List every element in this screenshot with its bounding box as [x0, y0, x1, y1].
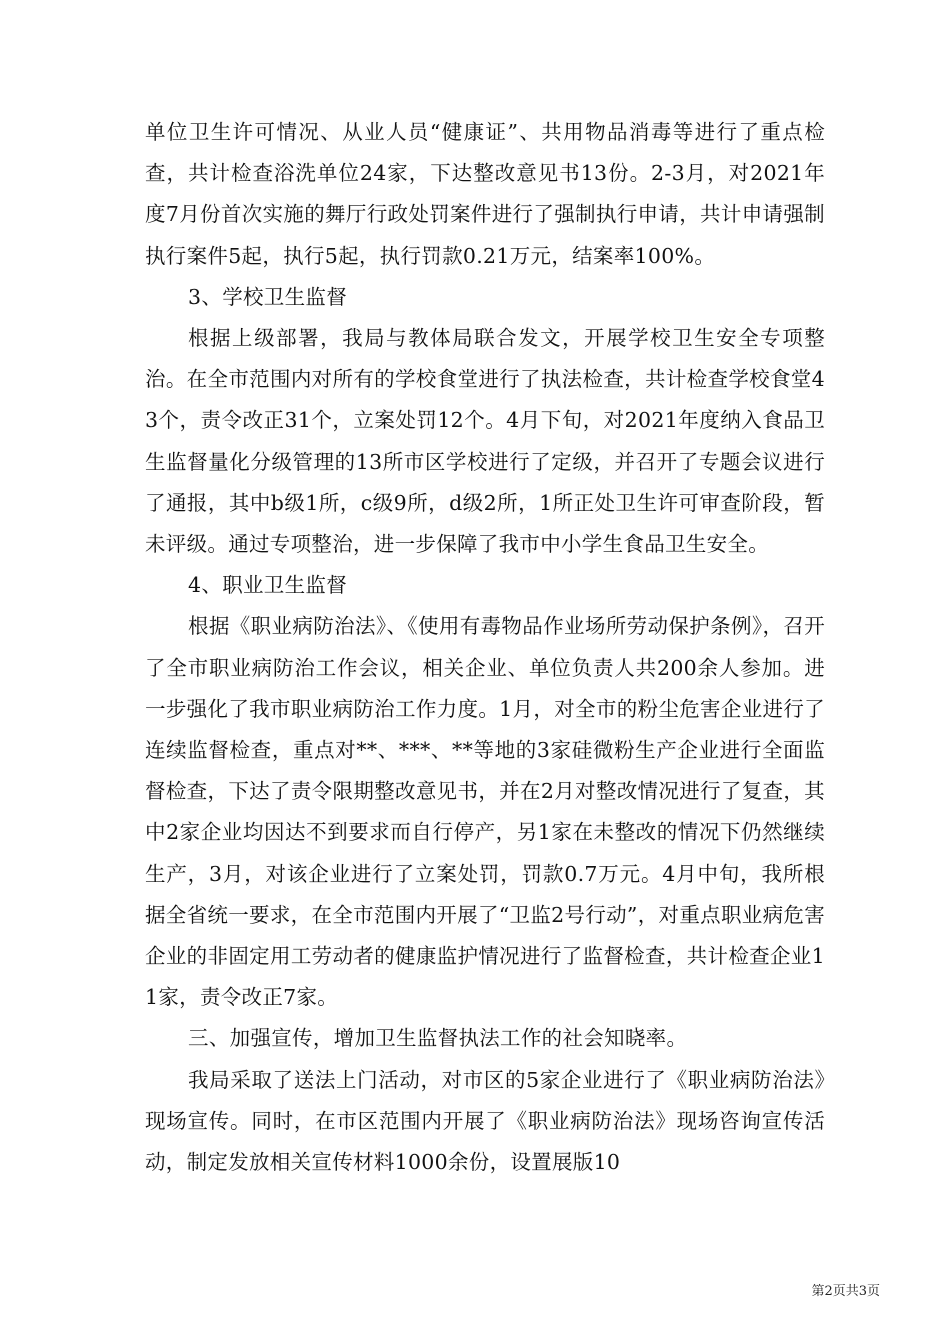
paragraph-school-hygiene: 根据上级部署，我局与教体局联合发文，开展学校卫生安全专项整治。在全市范围内对所有的学校食堂进行了执法检查，共计检查学校食堂43个，责令改正31个，立案处罚12个。4月下旬，对2021年度纳入食品卫生监督量化分级管理的13所市区学校进行了定级，并召开了专题会议进行了通报，其中b级1所，c级9所，d级2所，1所正处卫生许可审查阶段，暂未评级。通过专项整治，进一步保障了我市中小学生食品卫生安全。 [145, 326, 825, 557]
document-body [145, 112, 825, 1183]
paragraph-publicity: 我局采取了送法上门活动，对市区的5家企业进行了《职业病防治法》现场宣传。同时，在市区范围内开展了《职业病防治法》现场咨询宣传活动，制定发放相关宣传材料1000余份，设置展版10 [145, 1067, 825, 1175]
section-heading-publicity: 三、加强宣传，增加卫生监督执法工作的社会知晓率。 [188, 1026, 688, 1051]
page-number-footer: 第2页共3页 [811, 1284, 880, 1299]
section-heading-occupational-hygiene: 4、职业卫生监督 [188, 573, 347, 598]
paragraph-bathing-inspection: 单位卫生许可情况、从业人员“健康证”、共用物品消毒等进行了重点检查，共计检查浴洗单位24家，下达整改意见书13份。2-3月，对2021年度7月份首次实施的舞厅行政处罚案件进行了强制执行申请，共计申请强制执行案件5起，执行5起，执行罚款0.21万元，结案率100%。 [145, 120, 825, 268]
paragraph-occupational-hygiene: 根据《职业病防治法》、《使用有毒物品作业场所劳动保护条例》，召开了全市职业病防治工作会议，相关企业、单位负责人共200余人参加。进一步强化了我市职业病防治工作力度。1月，对全市的粉尘危害企业进行了连续监督检查，重点对**、***、**等地的3家硅微粉生产企业进行全面监督检查，下达了责令限期整改意见书，并在2月对整改情况进行了复查，其中2家企业均因达不到要求而自行停产，另1家在未整改的情况下仍然继续生产，3月，对该企业进行了立案处罚，罚款0.7万元。4月中旬，我所根据全省统一要求，在全市范围内开展了“卫监2号行动”，对重点职业病危害企业的非固定用工劳动者的健康监护情况进行了监督检查，共计检查企业11家，责令改正7家。 [145, 614, 825, 1010]
section-heading-school-hygiene: 3、学校卫生监督 [188, 284, 347, 309]
